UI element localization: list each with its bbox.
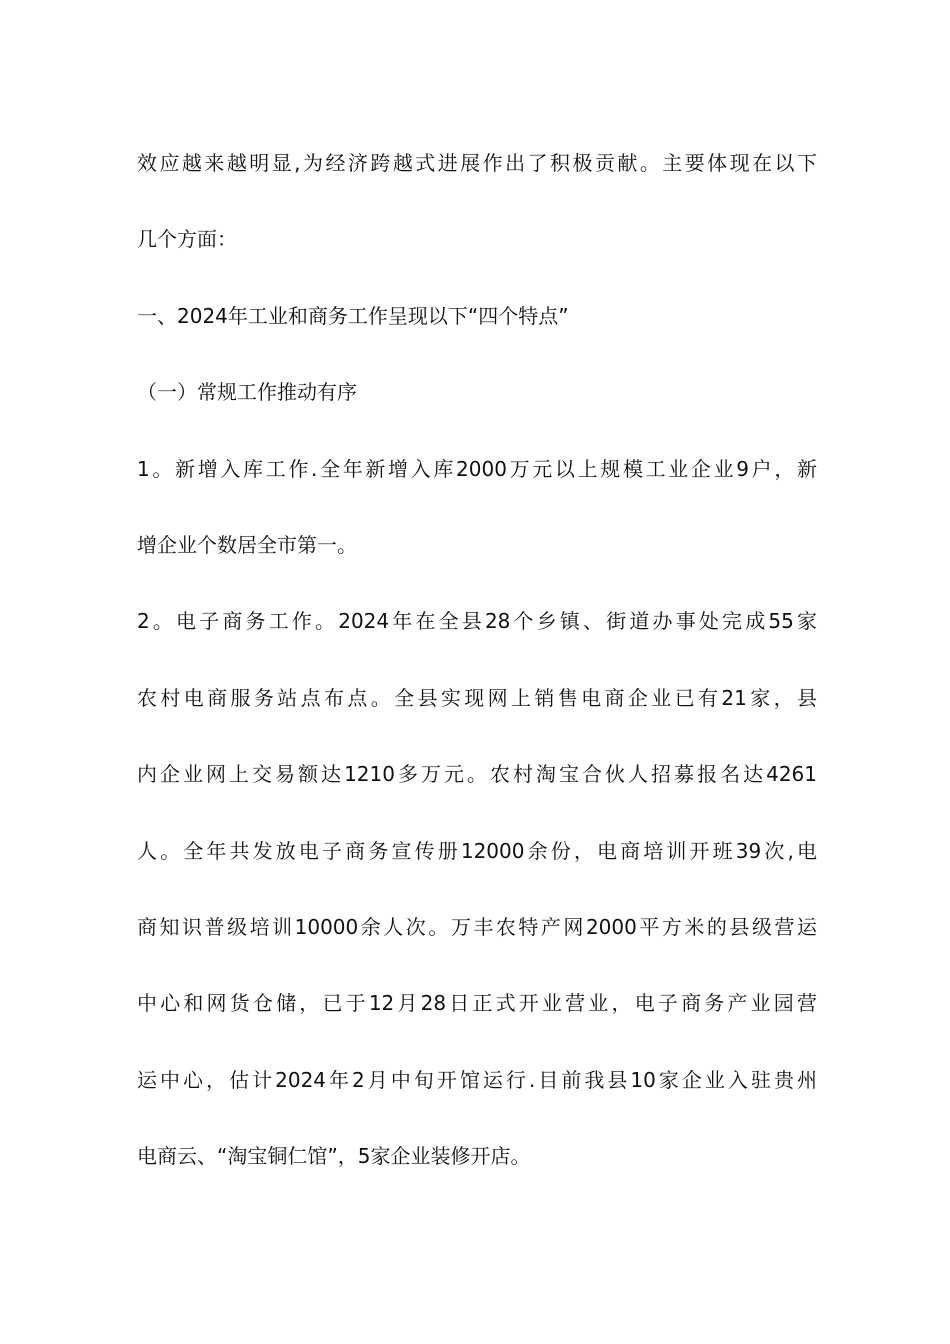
- paragraph-line: 人。全年共发放电子商务宣传册12000余份，电商培训开班39次,电: [137, 838, 817, 863]
- paragraph-line: 1。新增入库工作.全年新增入库2000万元以上规模工业企业9户，新: [137, 456, 817, 481]
- paragraph-line: 商知识普级培训10000余人次。万丰农特产网2000平方米的县级营运: [137, 914, 817, 939]
- document-body: [137, 143, 817, 1212]
- paragraph-line: 中心和网货仓储，已于12月28日正式开业营业，电子商务产业园营: [137, 991, 817, 1016]
- paragraph-line: 增企业个数居全市第一。: [137, 532, 357, 557]
- paragraph-line: 运中心，估计2024年2月中旬开馆运行.目前我县10家企业入驻贵州: [137, 1067, 817, 1092]
- paragraph-line: 2。电子商务工作。2024年在全县28个乡镇、街道办事处完成55家: [137, 609, 817, 634]
- paragraph-line: 内企业网上交易额达1210多万元。农村淘宝合伙人招募报名达4261: [137, 762, 817, 787]
- paragraph-line: 农村电商服务站点布点。全县实现网上销售电商企业已有21家，县: [137, 685, 817, 710]
- subsection-heading: （一）常规工作推动有序: [137, 380, 357, 405]
- paragraph-line: 电商云、“淘宝铜仁馆”，5家企业装修开店。: [137, 1144, 531, 1169]
- paragraph-line: 效应越来越明显,为经济跨越式进展作出了积极贡献。主要体现在以下: [137, 151, 817, 175]
- paragraph-line: 几个方面：: [137, 227, 237, 252]
- section-heading: 一、2024年工业和商务工作呈现以下“四个特点”: [137, 303, 569, 328]
